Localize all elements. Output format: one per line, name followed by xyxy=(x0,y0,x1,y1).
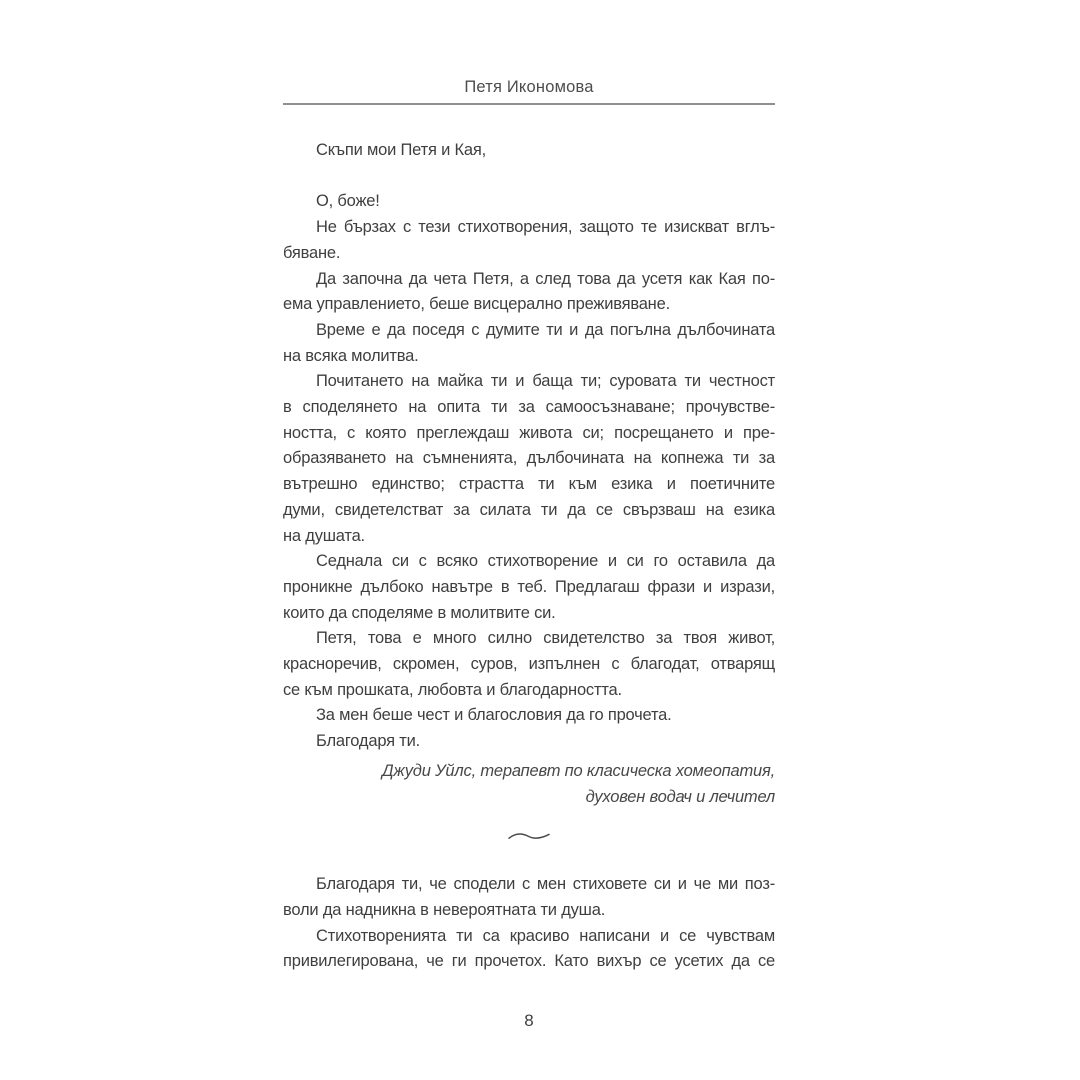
text-line: бяване. xyxy=(283,243,341,262)
attribution-line: духовен водач и лечител xyxy=(585,787,775,806)
text-line: О, боже! xyxy=(316,192,380,211)
text-line: Благодаря ти, че сподели с мен стиховете си и че ми поз- xyxy=(316,875,775,894)
text-line: Седнала си с всяко стихотворение и си го оставила да xyxy=(316,552,775,571)
text-line: на душата. xyxy=(283,526,365,545)
flourish-divider xyxy=(283,830,775,842)
text-line: в споделянето на опита ти за самоосъзнаване; прочувстве- xyxy=(283,398,775,417)
running-header xyxy=(283,79,775,105)
text-line: Петя, това е много силно свидетелство за твоя живот, xyxy=(316,629,775,648)
text-line: Да започна да чета Петя, а след това да усетя как Кая по- xyxy=(316,269,775,288)
text-line: За мен беше чест и благословия да го прочета. xyxy=(316,706,672,725)
attribution xyxy=(283,759,775,810)
text-line: думи, свидетелстват за силата ти да се свързваш на езика xyxy=(283,500,775,519)
text-line: привилегирована, че ги прочетох. Като вихър се усетих да се xyxy=(283,952,775,971)
text-line: проникне дълбоко навътре в теб. Предлагаш фрази и изрази, xyxy=(283,577,775,596)
text-line: се към прошката, любовта и благодарността. xyxy=(283,680,622,699)
text-line: които да споделяме в молитвите си. xyxy=(283,603,556,622)
text-line: Стихотворенията ти са красиво написани и се чувствам xyxy=(316,926,775,945)
page-body xyxy=(283,138,775,975)
page-number: 8 xyxy=(524,1011,534,1030)
text-line: вътрешно единство; страстта ти към езика и поетичните xyxy=(283,475,775,494)
running-header-title: Петя Икономова xyxy=(464,78,594,96)
text-line: Не бързах с тези стихотворения, защото те изискват вглъ- xyxy=(316,218,775,237)
text-line: воли да надникна в невероятната ти душа. xyxy=(283,900,606,919)
salutation-line: Скъпи мои Петя и Кая, xyxy=(316,141,486,159)
attribution-line: Джуди Уйлс, терапевт по класическа хомеопатия, xyxy=(382,761,775,780)
text-line: ността, с която преглеждаш живота си; посрещането и пре- xyxy=(283,423,775,442)
tilde-flourish-icon xyxy=(507,830,551,842)
text-line: красноречив, скромен, суров, изпълнен с благодат, отварящ xyxy=(283,655,775,674)
text-line: Благодаря ти. xyxy=(316,732,420,751)
text-line: Време е да поседя с думите ти и да погълна дълбочината xyxy=(316,320,775,339)
text-line: образяването на съмненията, дълбочината на копнежа ти за xyxy=(283,449,775,468)
blank-line xyxy=(283,164,775,190)
text-line: Почитането на майка ти и баща ти; суровата ти честност xyxy=(316,372,775,391)
text-line: на всяка молитва. xyxy=(283,346,419,365)
text-line: ема управлението, беше висцерално преживяване. xyxy=(283,295,670,314)
header-rule xyxy=(283,103,775,105)
